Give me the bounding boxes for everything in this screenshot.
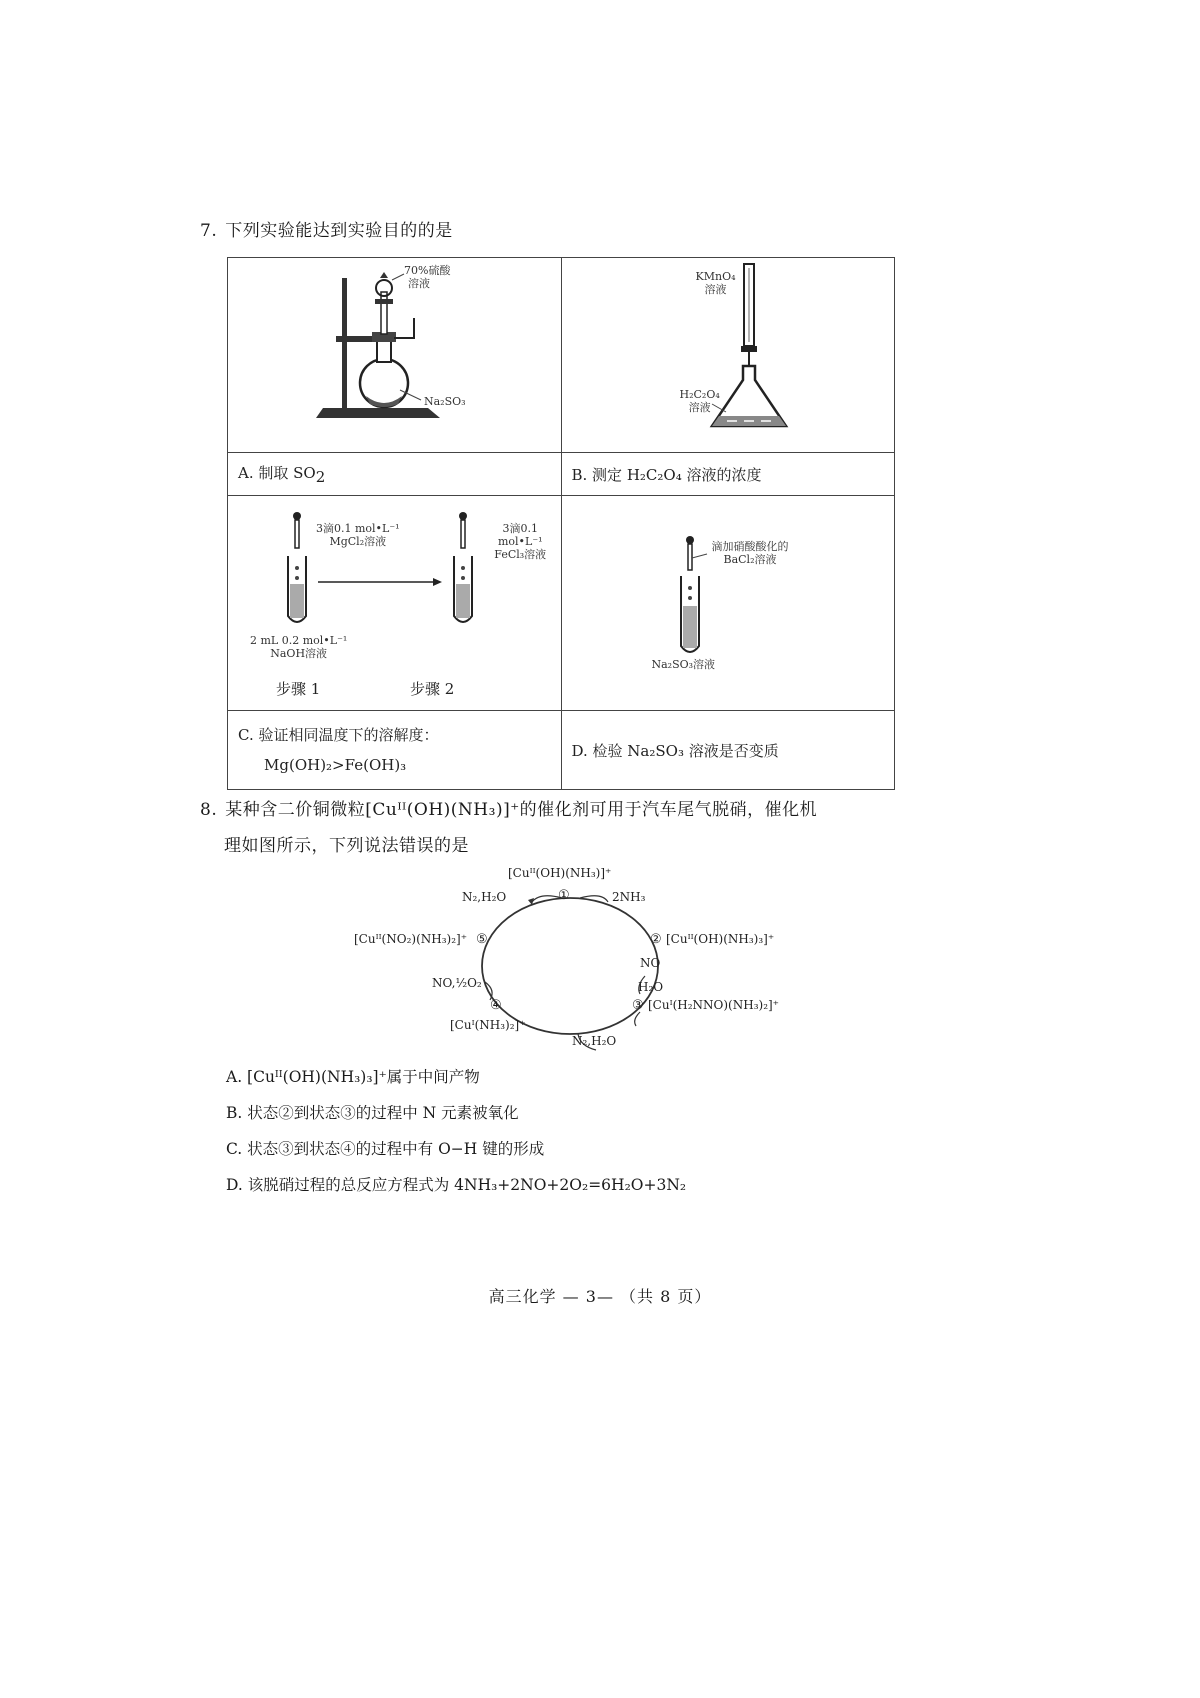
acid-label: 70%硫酸 溶液 [404, 264, 451, 290]
question-text: 下列实验能达到实验目的的是 [225, 221, 453, 241]
kmno4-label: KMnO₄ 溶液 [695, 270, 736, 296]
question-text-line-1: 某种含二价铜微粒[Cuᴵᴵ(OH)(NH₃)]⁺的催化剂可用于汽车尾气脱硝，催化机 [225, 800, 818, 820]
page-footer: 高三化学 — 3— （共 8 页） [488, 1287, 712, 1306]
cycle-state-3: [Cuᴵ(H₂NNO)(NH₃)₂]⁺ [648, 998, 780, 1012]
question-number: 7. [200, 221, 218, 241]
cycle-reactant-nh3: 2NH₃ [612, 890, 646, 904]
caption-d: D. 检验 Na₂SO₃ 溶液是否变质 [561, 711, 895, 790]
experiment-table [227, 257, 895, 790]
cycle-reactant-no-o2: NO,½O₂ [432, 976, 482, 990]
question-7-stem [200, 216, 453, 246]
sodium-sulfite-label: Na₂SO₃ [424, 395, 466, 408]
question-number: 8. [200, 800, 218, 820]
naoh-label: 2 mL 0.2 mol•L⁻¹ NaOH溶液 [250, 634, 348, 660]
na2so3-tube-label: Na₂SO₃溶液 [651, 658, 716, 671]
cycle-product-n2-h2o: N₂,H₂O [462, 890, 507, 904]
cycle-product-n2-h2o-bottom: N₂,H₂O [572, 1034, 617, 1048]
question-8-options [226, 1066, 926, 1196]
figure-a-cell [228, 258, 562, 453]
cycle-number-2: ② [650, 932, 662, 947]
cycle-state-1: [Cuᴵᴵ(OH)(NH₃)]⁺ [508, 866, 612, 880]
figure-c-cell [228, 496, 562, 711]
figure-b-cell [561, 258, 895, 453]
cycle-state-2: [Cuᴵᴵ(OH)(NH₃)₃]⁺ [666, 932, 775, 946]
cycle-product-h2o: H₂O [638, 980, 664, 994]
fecl3-label: 3滴0.1 mol•L⁻¹ FeCl₃溶液 [494, 522, 547, 561]
cycle-number-4: ④ [490, 998, 502, 1013]
step-1-label: 步骤 1 [276, 680, 321, 698]
cycle-number-3: ③ [632, 998, 644, 1013]
h2c2o4-label: H₂C₂O₄ 溶液 [679, 388, 720, 414]
option-c[interactable]: C. 状态③到状态④的过程中有 O−H 键的形成 [226, 1140, 545, 1158]
question-8-stem [200, 795, 920, 861]
bacl2-label: 滴加硝酸酸化的 BaCl₂溶液 [711, 540, 789, 566]
figure-d-cell [561, 496, 895, 711]
cycle-state-4: [Cuᴵ(NH₃)₂]⁺ [450, 1018, 526, 1032]
question-text-line-2: 理如图所示，下列说法错误的是 [224, 836, 469, 856]
option-a[interactable]: A. [Cuᴵᴵ(OH)(NH₃)₃]⁺属于中间产物 [226, 1068, 480, 1086]
sulfite-test-figure [562, 496, 894, 706]
caption-a: A. 制取 $SO_2$ [228, 453, 562, 496]
option-b[interactable]: B. 状态②到状态③的过程中 N 元素被氧化 [226, 1104, 519, 1122]
step-2-label: 步骤 2 [410, 680, 455, 698]
cycle-number-1: ① [558, 888, 570, 903]
catalytic-cycle-diagram [340, 862, 800, 1058]
caption-c: C. 验证相同温度下的溶解度： Mg(OH)₂>Fe(OH)₃ [228, 711, 562, 790]
caption-b: B. 测定 H₂C₂O₄ 溶液的浓度 [561, 453, 895, 496]
cycle-state-5: [Cuᴵᴵ(NO₂)(NH₃)₂]⁺ [354, 932, 468, 946]
option-d[interactable]: D. 该脱硝过程的总反应方程式为 4NH₃+2NO+2O₂=6H₂O+3N₂ [226, 1176, 687, 1194]
so2-apparatus-figure [228, 258, 560, 448]
cycle-reactant-no: NO [640, 956, 661, 970]
mgcl2-label: 3滴0.1 mol•L⁻¹ MgCl₂溶液 [316, 522, 400, 548]
cycle-number-5: ⑤ [476, 932, 488, 947]
